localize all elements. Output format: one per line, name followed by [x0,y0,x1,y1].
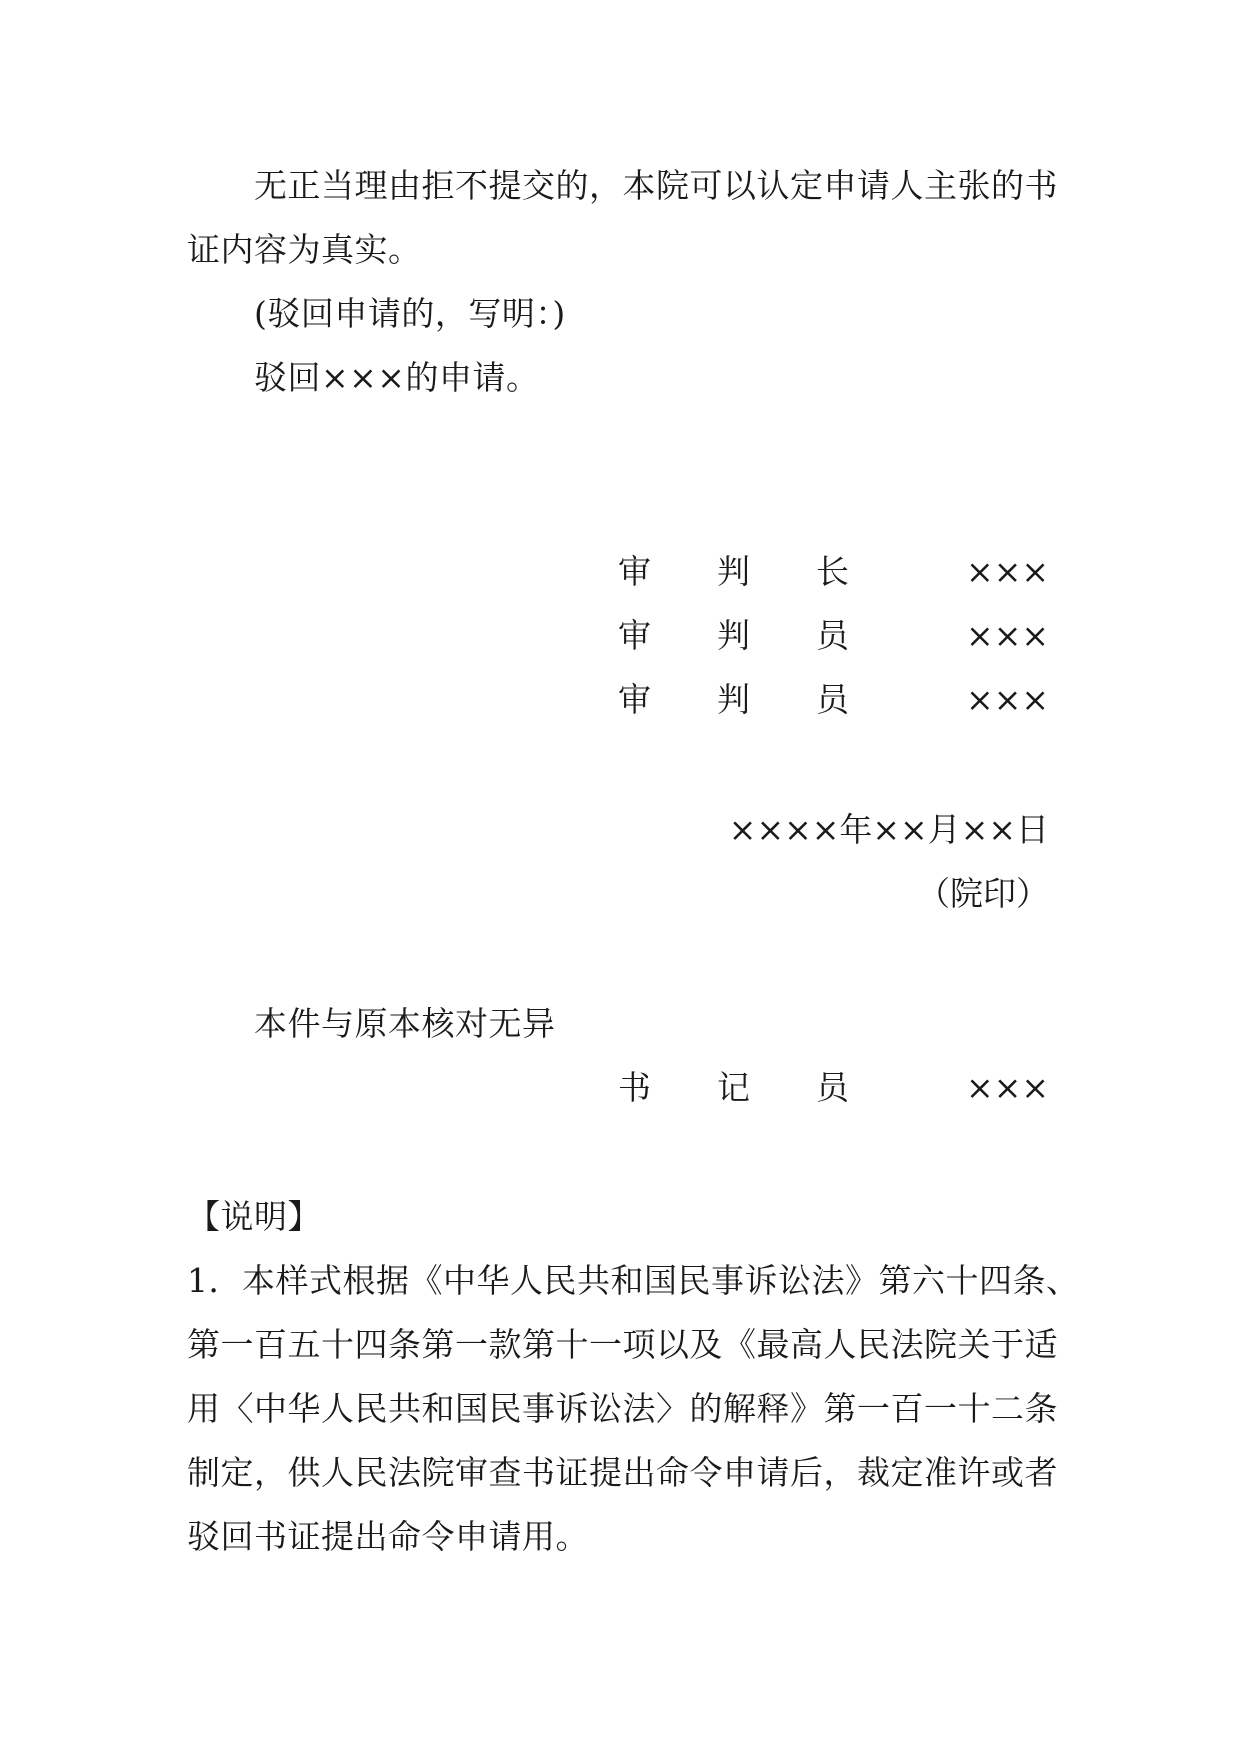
body-paragraph-line: 无正当理由拒不提交的，本院可以认定申请人主张的书 [254,166,1058,205]
signature-title-char: 员 [816,680,849,719]
rejection-ruling: 驳回×××的申请。 [254,358,540,397]
notes-line: 驳回书证提出命令申请用。 [187,1517,589,1556]
signature-row-clerk [618,1068,1049,1108]
signature-title-char: 员 [816,616,849,655]
signature-title-char: 审 [618,552,651,591]
notes-line: 1．本样式根据《中华人民共和国民事诉讼法》第六十四条、 [187,1261,1080,1300]
signature-name: ××× [966,680,1049,719]
signature-row-judge [618,680,1049,720]
signature-row-judge [618,616,1049,656]
notes-line: 第一百五十四条第一款第十一项以及《最高人民法院关于适 [187,1325,1058,1364]
signature-name: ××× [966,616,1049,655]
body-paragraph-line: 证内容为真实。 [187,230,422,269]
signature-row-presiding-judge [618,552,1049,592]
signature-title-char: 书 [618,1068,651,1107]
signature-title-char: 长 [816,552,849,591]
notes-line: 制定，供人民法院审查书证提出命令申请后，裁定准许或者 [187,1453,1058,1492]
ruling-date: ××××年××月××日 [728,810,1049,849]
signature-title-char: 记 [717,1068,750,1107]
rejection-instruction: (驳回申请的，写明：) [254,294,566,333]
signature-title-char: 审 [618,616,651,655]
notes-line: 用〈中华人民共和国民事诉讼法〉的解释》第一百一十二条 [187,1389,1058,1428]
signature-title-char: 判 [717,680,750,719]
signature-name: ××× [966,552,1049,591]
verification-statement: 本件与原本核对无异 [254,1004,556,1043]
court-seal-label: （院印） [917,874,1049,913]
signature-title-char: 审 [618,680,651,719]
notes-heading: 【说明】 [187,1197,321,1236]
signature-title-char: 判 [717,616,750,655]
signature-title-char: 判 [717,552,750,591]
signature-name: ××× [966,1068,1049,1107]
signature-title-char: 员 [816,1068,849,1107]
